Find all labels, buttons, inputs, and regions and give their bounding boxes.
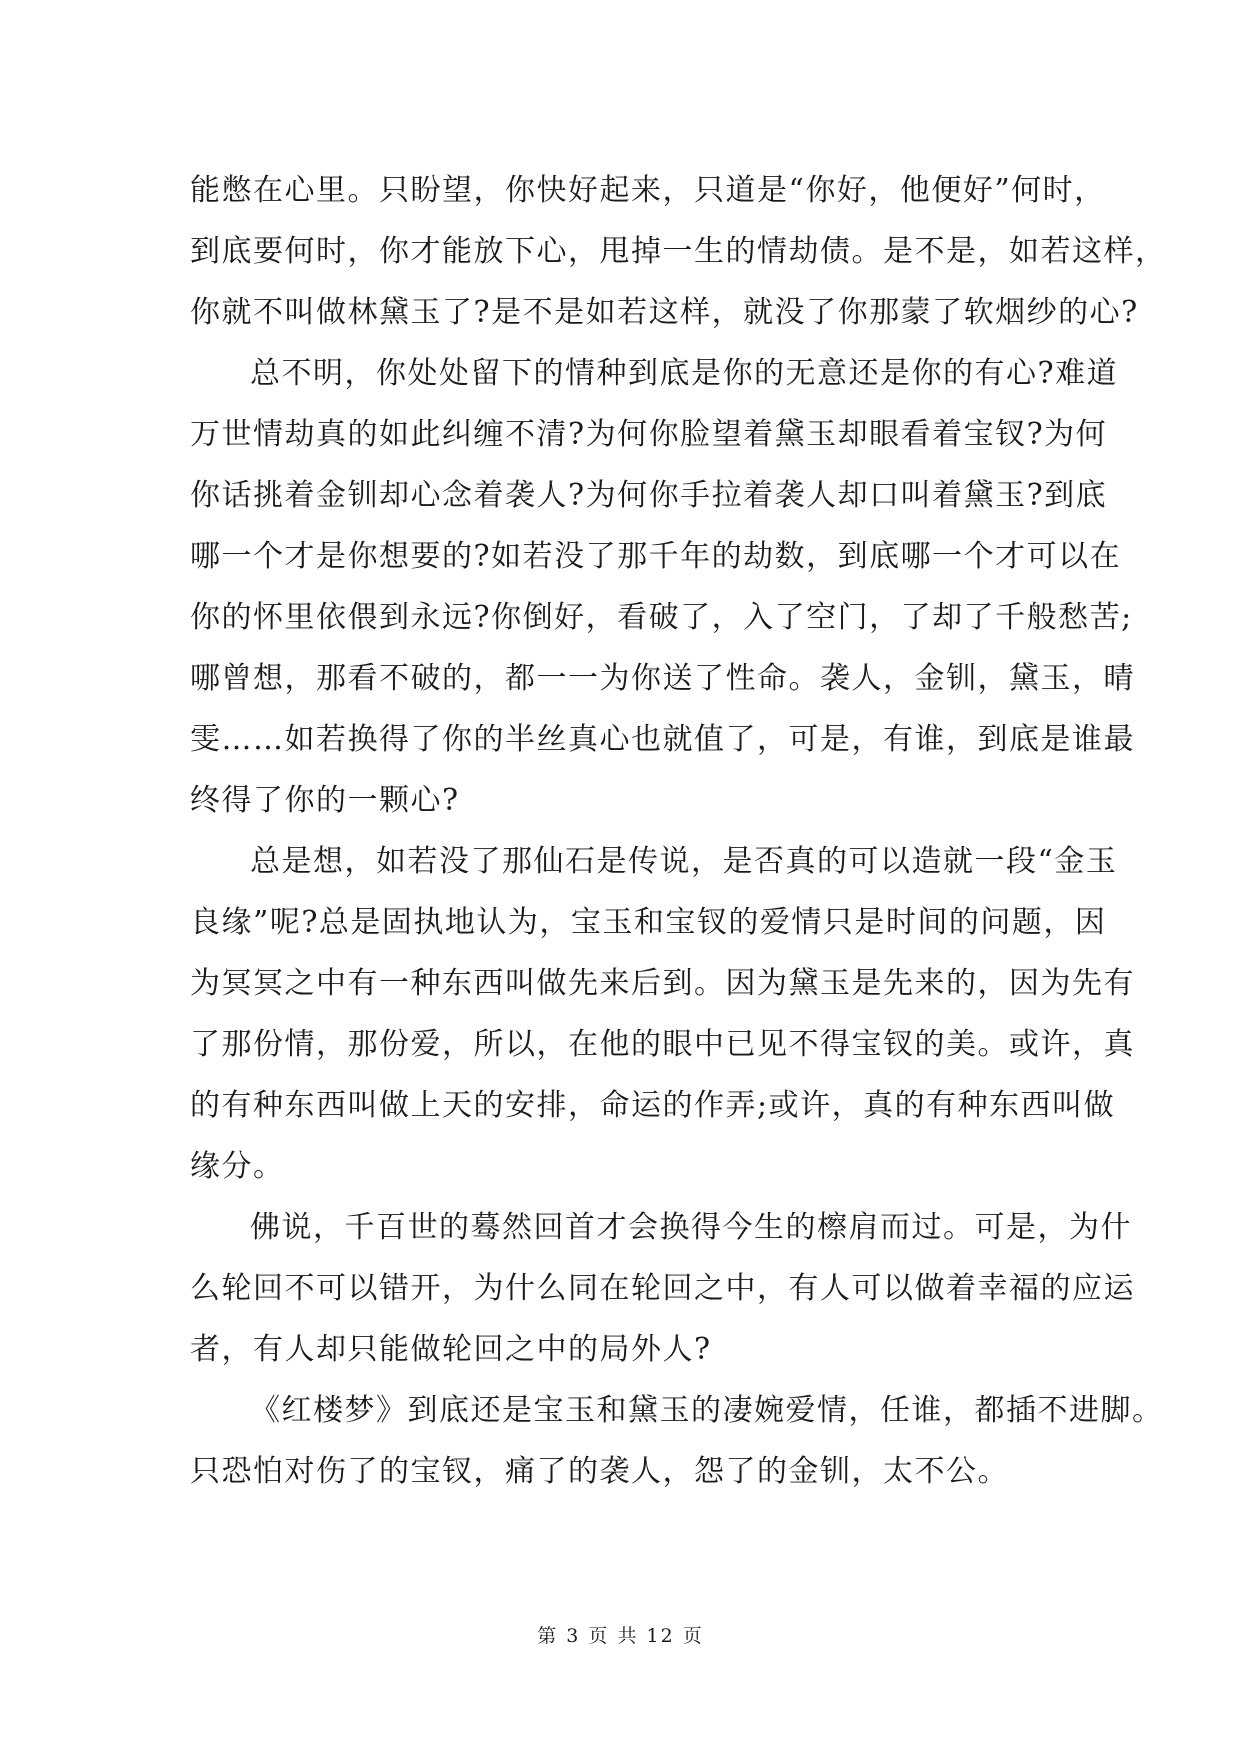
text-line: 雯……如若换得了你的半丝真心也就值了，可是，有谁，到底是谁最 <box>190 722 1135 757</box>
text-line: 了那份情，那份爱，所以，在他的眼中已见不得宝钗的美。或许，真 <box>190 1027 1135 1062</box>
text-line: 缘分。 <box>190 1149 285 1184</box>
text-line: 良缘”呢?总是固执地认为，宝玉和宝钗的爱情只是时间的问题，因 <box>190 905 1107 940</box>
footer-total-pages: 12 <box>646 1625 675 1647</box>
text-line: 只恐怕对伤了的宝钗，痛了的袭人，怨了的金钏，太不公。 <box>190 1454 1009 1489</box>
page-footer <box>0 1621 1241 1648</box>
text-line: 你话挑着金钏却心念着袭人?为何你手拉着袭人却口叫着黛玉?到底 <box>190 478 1108 513</box>
text-line: 你的怀里依偎到永远?你倒好，看破了，入了空门，了却了千般愁苦; <box>190 600 1133 635</box>
text-line: 能憋在心里。只盼望，你快好起来，只道是“你好，他便好”何时， <box>190 173 1106 208</box>
text-line: 你就不叫做林黛玉了?是不是如若这样，就没了你那蒙了软烟纱的心? <box>190 295 1139 330</box>
text-line: 么轮回不可以错开，为什么同在轮回之中，有人可以做着幸福的应运 <box>190 1271 1135 1306</box>
footer-current-page: 3 <box>566 1625 581 1647</box>
text-line: 哪曾想，那看不破的，都一一为你送了性命。袭人，金钏，黛玉，晴 <box>190 661 1135 696</box>
text-line: 佛说，千百世的蓦然回首才会换得今生的檫肩而过。可是，为什 <box>250 1210 1132 1245</box>
text-line: 到底要何时，你才能放下心，甩掉一生的情劫债。是不是，如若这样， <box>190 234 1167 269</box>
text-line: 者，有人却只能做轮回之中的局外人? <box>190 1332 712 1367</box>
text-line: 终得了你的一颗心? <box>190 783 460 818</box>
text-line: 《红楼梦》到底还是宝玉和黛玉的凄婉爱情，任谁，都插不进脚。 <box>250 1393 1164 1428</box>
text-line: 万世情劫真的如此纠缠不清?为何你脸望着黛玉却眼看着宝钗?为何 <box>190 417 1108 452</box>
footer-middle: 页 共 <box>588 1625 639 1647</box>
text-line: 总不明，你处处留下的情种到底是你的无意还是你的有心?难道 <box>250 356 1119 391</box>
body-text <box>190 160 1167 1502</box>
footer-prefix: 第 <box>537 1625 559 1647</box>
text-line: 的有种东西叫做上天的安排，命运的作弄;或许，真的有种东西叫做 <box>190 1088 1116 1123</box>
footer-suffix: 页 <box>682 1625 704 1647</box>
text-line: 哪一个才是你想要的?如若没了那千年的劫数，到底哪一个才可以在 <box>190 539 1122 574</box>
text-line: 总是想，如若没了那仙石是传说，是否真的可以造就一段“金玉 <box>250 844 1118 879</box>
text-line: 为冥冥之中有一种东西叫做先来后到。因为黛玉是先来的，因为先有 <box>190 966 1135 1001</box>
